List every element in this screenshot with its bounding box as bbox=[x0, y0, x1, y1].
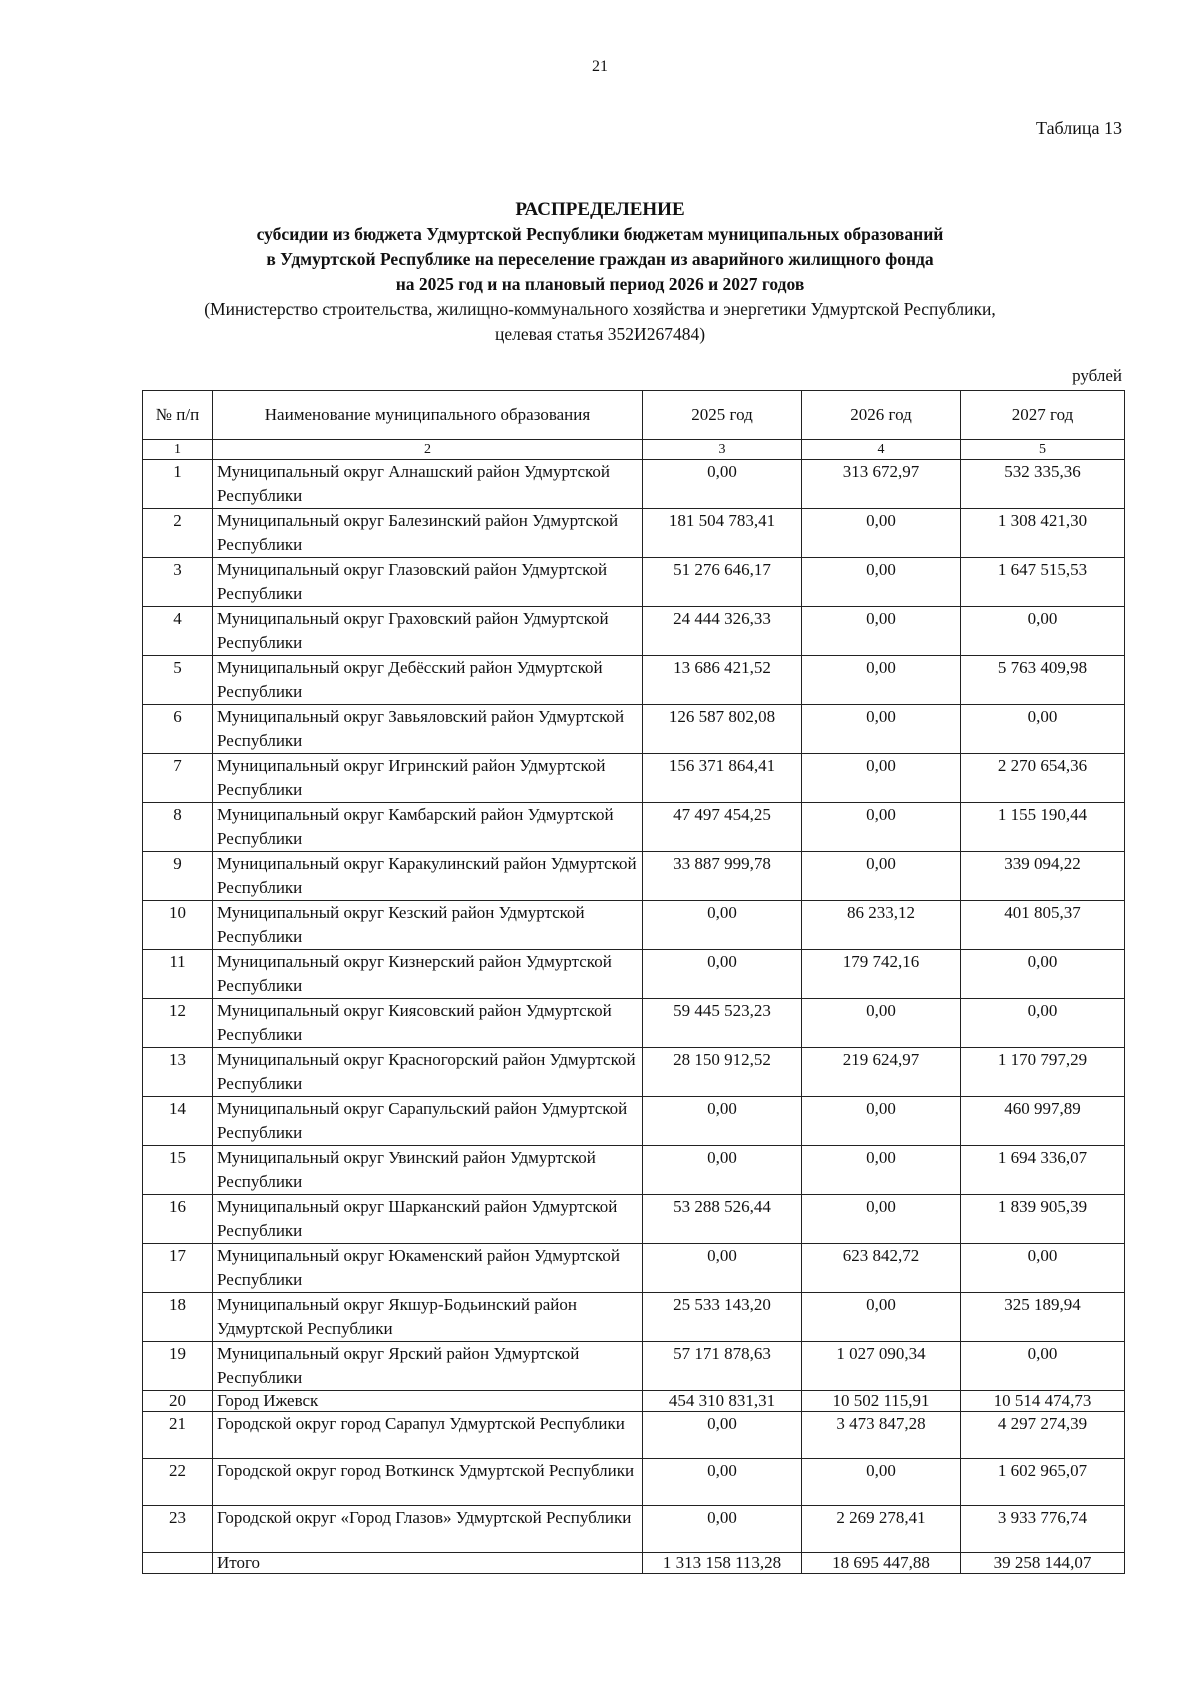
table-row bbox=[143, 705, 1125, 754]
total-row-number bbox=[143, 1553, 213, 1574]
value-2027: 325 189,94 bbox=[961, 1293, 1125, 1342]
value-2025: 126 587 802,08 bbox=[643, 705, 802, 754]
row-number: 22 bbox=[143, 1459, 213, 1506]
row-number: 1 bbox=[143, 460, 213, 509]
value-2025: 0,00 bbox=[643, 1146, 802, 1195]
municipality-name: Городской округ город Воткинск Удмуртской Республики bbox=[213, 1459, 643, 1506]
municipality-name: Муниципальный округ Игринский район Удмуртской Республики bbox=[213, 754, 643, 803]
municipality-name: Муниципальный округ Алнашский район Удмуртской Республики bbox=[213, 460, 643, 509]
row-number: 3 bbox=[143, 558, 213, 607]
value-2026: 10 502 115,91 bbox=[802, 1391, 961, 1412]
row-number: 20 bbox=[143, 1391, 213, 1412]
value-2026: 0,00 bbox=[802, 558, 961, 607]
column-number: 3 bbox=[643, 440, 802, 460]
value-2027: 0,00 bbox=[961, 950, 1125, 999]
value-2026: 623 842,72 bbox=[802, 1244, 961, 1293]
row-number: 15 bbox=[143, 1146, 213, 1195]
value-2026: 1 027 090,34 bbox=[802, 1342, 961, 1391]
value-2027: 1 839 905,39 bbox=[961, 1195, 1125, 1244]
table-row bbox=[143, 509, 1125, 558]
value-2026: 3 473 847,28 bbox=[802, 1412, 961, 1459]
value-2027: 1 647 515,53 bbox=[961, 558, 1125, 607]
value-2026: 179 742,16 bbox=[802, 950, 961, 999]
value-2025: 53 288 526,44 bbox=[643, 1195, 802, 1244]
table-row bbox=[143, 1146, 1125, 1195]
table-row bbox=[143, 803, 1125, 852]
value-2025: 0,00 bbox=[643, 901, 802, 950]
value-2027: 1 694 336,07 bbox=[961, 1146, 1125, 1195]
row-number: 7 bbox=[143, 754, 213, 803]
value-2027: 401 805,37 bbox=[961, 901, 1125, 950]
value-2027: 1 308 421,30 bbox=[961, 509, 1125, 558]
column-number: 4 bbox=[802, 440, 961, 460]
row-number: 9 bbox=[143, 852, 213, 901]
table-row bbox=[143, 656, 1125, 705]
municipality-name: Муниципальный округ Увинский район Удмуртской Республики bbox=[213, 1146, 643, 1195]
header-2027: 2027 год bbox=[961, 391, 1125, 440]
total-value-2025: 1 313 158 113,28 bbox=[643, 1553, 802, 1574]
value-2026: 0,00 bbox=[802, 509, 961, 558]
table-row bbox=[143, 1506, 1125, 1553]
value-2027: 0,00 bbox=[961, 705, 1125, 754]
row-number: 18 bbox=[143, 1293, 213, 1342]
municipality-name: Муниципальный округ Кизнерский район Удмуртской Республики bbox=[213, 950, 643, 999]
value-2026: 0,00 bbox=[802, 1195, 961, 1244]
value-2026: 2 269 278,41 bbox=[802, 1506, 961, 1553]
table-row bbox=[143, 754, 1125, 803]
value-2026: 0,00 bbox=[802, 1146, 961, 1195]
municipality-name: Муниципальный округ Балезинский район Удмуртской Республики bbox=[213, 509, 643, 558]
table-header-row bbox=[143, 391, 1125, 440]
municipality-name: Муниципальный округ Кезский район Удмуртской Республики bbox=[213, 901, 643, 950]
row-number: 2 bbox=[143, 509, 213, 558]
value-2025: 51 276 646,17 bbox=[643, 558, 802, 607]
distribution-table bbox=[142, 390, 1125, 1574]
value-2027: 5 763 409,98 bbox=[961, 656, 1125, 705]
value-2025: 156 371 864,41 bbox=[643, 754, 802, 803]
header-name: Наименование муниципального образования bbox=[213, 391, 643, 440]
total-municipality-name: Итого bbox=[213, 1553, 643, 1574]
value-2027: 4 297 274,39 bbox=[961, 1412, 1125, 1459]
row-number: 6 bbox=[143, 705, 213, 754]
value-2025: 13 686 421,52 bbox=[643, 656, 802, 705]
value-2026: 0,00 bbox=[802, 803, 961, 852]
value-2025: 0,00 bbox=[643, 1459, 802, 1506]
row-number: 10 bbox=[143, 901, 213, 950]
value-2026: 313 672,97 bbox=[802, 460, 961, 509]
municipality-name: Муниципальный округ Сарапульский район Удмуртской Республики bbox=[213, 1097, 643, 1146]
value-2027: 0,00 bbox=[961, 999, 1125, 1048]
municipality-name: Муниципальный округ Красногорский район Удмуртской Республики bbox=[213, 1048, 643, 1097]
value-2027: 10 514 474,73 bbox=[961, 1391, 1125, 1412]
value-2027: 1 155 190,44 bbox=[961, 803, 1125, 852]
value-2027: 0,00 bbox=[961, 1342, 1125, 1391]
row-number: 19 bbox=[143, 1342, 213, 1391]
value-2026: 0,00 bbox=[802, 705, 961, 754]
value-2026: 0,00 bbox=[802, 1293, 961, 1342]
value-2025: 0,00 bbox=[643, 1244, 802, 1293]
municipality-name: Муниципальный округ Юкаменский район Удмуртской Республики bbox=[213, 1244, 643, 1293]
value-2026: 219 624,97 bbox=[802, 1048, 961, 1097]
column-number-row bbox=[143, 440, 1125, 460]
table-row bbox=[143, 1195, 1125, 1244]
table-row bbox=[143, 999, 1125, 1048]
value-2026: 0,00 bbox=[802, 1459, 961, 1506]
column-number: 1 bbox=[143, 440, 213, 460]
table-label: Таблица 13 bbox=[1036, 118, 1122, 138]
column-number: 2 bbox=[213, 440, 643, 460]
table-row bbox=[143, 852, 1125, 901]
value-2025: 454 310 831,31 bbox=[643, 1391, 802, 1412]
value-2025: 25 533 143,20 bbox=[643, 1293, 802, 1342]
heading-ministry: (Министерство строительства, жилищно-коммунального хозяйства и энергетики Удмуртской Республики, bbox=[204, 299, 996, 319]
value-2026: 0,00 bbox=[802, 1097, 961, 1146]
document-heading bbox=[0, 197, 1200, 347]
value-2025: 0,00 bbox=[643, 1506, 802, 1553]
value-2027: 0,00 bbox=[961, 1244, 1125, 1293]
table-row bbox=[143, 1459, 1125, 1506]
row-number: 5 bbox=[143, 656, 213, 705]
value-2025: 33 887 999,78 bbox=[643, 852, 802, 901]
row-number: 14 bbox=[143, 1097, 213, 1146]
heading-article: целевая статья 352И267484) bbox=[494, 324, 706, 344]
value-2025: 28 150 912,52 bbox=[643, 1048, 802, 1097]
heading-line-2: в Удмуртской Республике на переселение граждан из аварийного жилищного фонда bbox=[266, 249, 934, 269]
municipality-name: Муниципальный округ Дебёсский район Удмуртской Республики bbox=[213, 656, 643, 705]
value-2026: 0,00 bbox=[802, 754, 961, 803]
value-2027: 3 933 776,74 bbox=[961, 1506, 1125, 1553]
value-2026: 0,00 bbox=[802, 999, 961, 1048]
value-2025: 181 504 783,41 bbox=[643, 509, 802, 558]
value-2026: 86 233,12 bbox=[802, 901, 961, 950]
heading-title: РАСПРЕДЕЛЕНИЕ bbox=[515, 199, 685, 220]
value-2027: 2 270 654,36 bbox=[961, 754, 1125, 803]
table-row bbox=[143, 1244, 1125, 1293]
municipality-name: Муниципальный округ Ярский район Удмуртской Республики bbox=[213, 1342, 643, 1391]
column-number: 5 bbox=[961, 440, 1125, 460]
municipality-name: Муниципальный округ Шарканский район Удмуртской Республики bbox=[213, 1195, 643, 1244]
municipality-name: Городской округ «Город Глазов» Удмуртской Республики bbox=[213, 1506, 643, 1553]
total-value-2027: 39 258 144,07 bbox=[961, 1553, 1125, 1574]
total-value-2026: 18 695 447,88 bbox=[802, 1553, 961, 1574]
value-2025: 0,00 bbox=[643, 1097, 802, 1146]
table-row bbox=[143, 1293, 1125, 1342]
value-2026: 0,00 bbox=[802, 607, 961, 656]
value-2025: 57 171 878,63 bbox=[643, 1342, 802, 1391]
value-2026: 0,00 bbox=[802, 656, 961, 705]
table-row bbox=[143, 460, 1125, 509]
header-num: № п/п bbox=[143, 391, 213, 440]
total-row bbox=[143, 1553, 1125, 1574]
value-2026: 0,00 bbox=[802, 852, 961, 901]
table-body bbox=[143, 460, 1125, 1574]
row-number: 13 bbox=[143, 1048, 213, 1097]
value-2025: 0,00 bbox=[643, 460, 802, 509]
municipality-name: Муниципальный округ Граховский район Удмуртской Республики bbox=[213, 607, 643, 656]
header-2026: 2026 год bbox=[802, 391, 961, 440]
value-2027: 532 335,36 bbox=[961, 460, 1125, 509]
table-row bbox=[143, 1391, 1125, 1412]
value-2025: 47 497 454,25 bbox=[643, 803, 802, 852]
row-number: 16 bbox=[143, 1195, 213, 1244]
value-2025: 24 444 326,33 bbox=[643, 607, 802, 656]
table-row bbox=[143, 1048, 1125, 1097]
value-2027: 460 997,89 bbox=[961, 1097, 1125, 1146]
municipality-name: Муниципальный округ Якшур-Бодьинский район Удмуртской Республики bbox=[213, 1293, 643, 1342]
value-2027: 0,00 bbox=[961, 607, 1125, 656]
value-2025: 0,00 bbox=[643, 1412, 802, 1459]
value-2025: 59 445 523,23 bbox=[643, 999, 802, 1048]
municipality-name: Муниципальный округ Завьяловский район Удмуртской Республики bbox=[213, 705, 643, 754]
table-row bbox=[143, 950, 1125, 999]
table-row bbox=[143, 558, 1125, 607]
table-row bbox=[143, 1412, 1125, 1459]
row-number: 21 bbox=[143, 1412, 213, 1459]
row-number: 12 bbox=[143, 999, 213, 1048]
table-row bbox=[143, 607, 1125, 656]
municipality-name: Муниципальный округ Киясовский район Удмуртской Республики bbox=[213, 999, 643, 1048]
municipality-name: Муниципальный округ Каракулинский район Удмуртской Республики bbox=[213, 852, 643, 901]
row-number: 11 bbox=[143, 950, 213, 999]
municipality-name: Городской округ город Сарапул Удмуртской Республики bbox=[213, 1412, 643, 1459]
table-row bbox=[143, 1097, 1125, 1146]
value-2027: 1 602 965,07 bbox=[961, 1459, 1125, 1506]
value-2027: 339 094,22 bbox=[961, 852, 1125, 901]
page-number: 21 bbox=[592, 58, 608, 75]
row-number: 17 bbox=[143, 1244, 213, 1293]
municipality-name: Город Ижевск bbox=[213, 1391, 643, 1412]
row-number: 23 bbox=[143, 1506, 213, 1553]
table-row bbox=[143, 1342, 1125, 1391]
municipality-name: Муниципальный округ Камбарский район Удмуртской Республики bbox=[213, 803, 643, 852]
header-2025: 2025 год bbox=[643, 391, 802, 440]
row-number: 4 bbox=[143, 607, 213, 656]
municipality-name: Муниципальный округ Глазовский район Удмуртской Республики bbox=[213, 558, 643, 607]
heading-line-1: субсидии из бюджета Удмуртской Республики бюджетам муниципальных образований bbox=[256, 224, 944, 244]
heading-line-3: на 2025 год и на плановый период 2026 и 2027 годов bbox=[395, 274, 805, 294]
value-2025: 0,00 bbox=[643, 950, 802, 999]
table-row bbox=[143, 901, 1125, 950]
row-number: 8 bbox=[143, 803, 213, 852]
units-label: рублей bbox=[1072, 366, 1122, 385]
value-2027: 1 170 797,29 bbox=[961, 1048, 1125, 1097]
